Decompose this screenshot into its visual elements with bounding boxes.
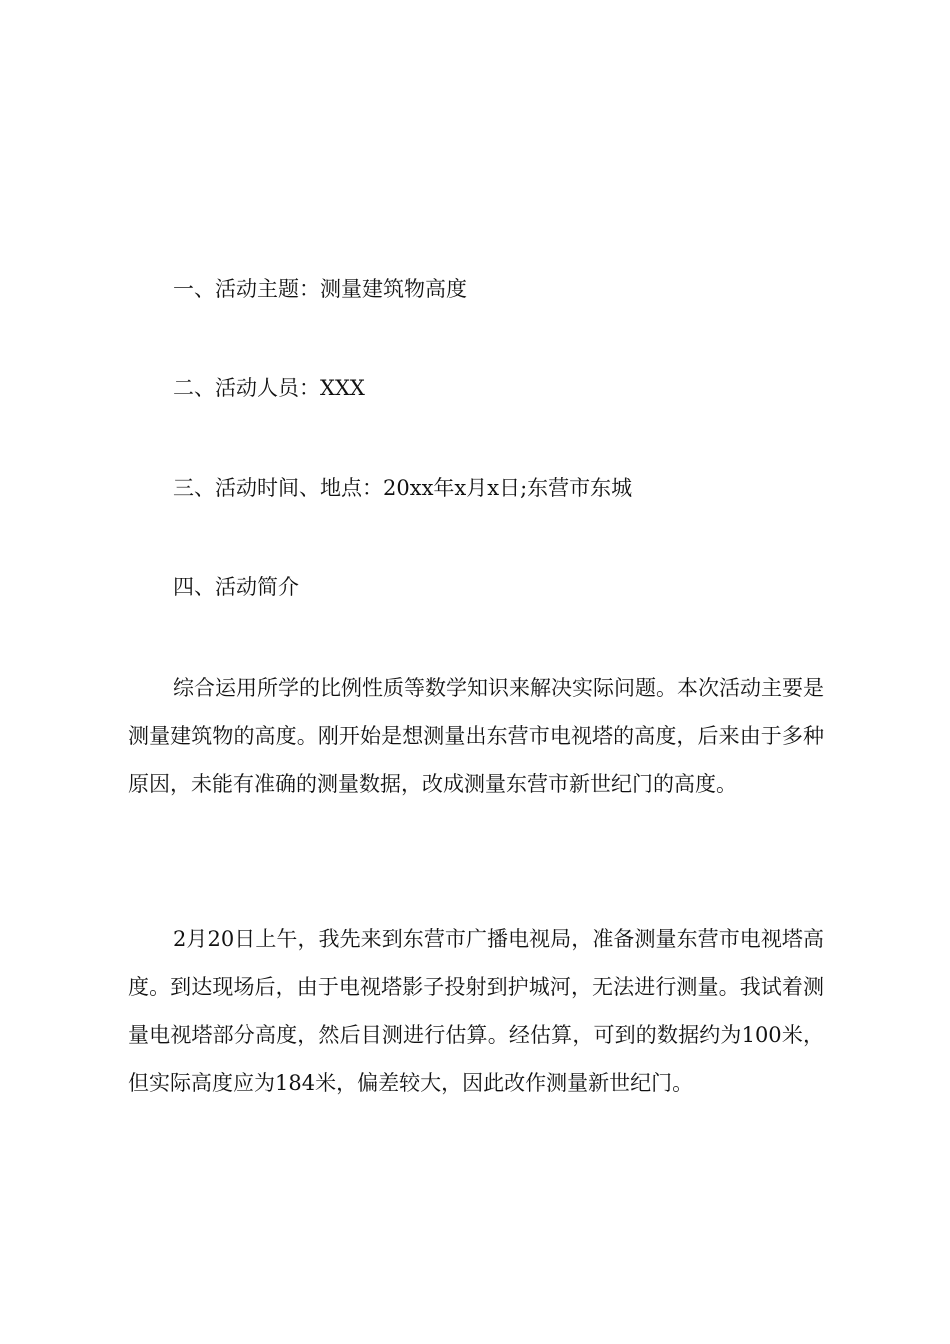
section-heading-introduction: 四、活动简介 — [173, 575, 299, 599]
section-heading-time-place: 三、活动时间、地点：20xx年x月x日;东营市东城 — [173, 476, 633, 500]
section-heading-theme: 一、活动主题：测量建筑物高度 — [173, 277, 467, 301]
narrative-paragraph: 2月20日上午，我先来到东营市广播电视局，准备测量东营市电视塔高度。到达现场后，由于电视塔影子投射到护城河，无法进行测量。我试着测量电视塔部分高度，然后目测进行估算。经估算，可到的数据约为100米，但实际高度应为184米，偏差较大，因此改作测量新世纪门。 — [128, 927, 824, 1095]
section-heading-members: 二、活动人员：XXX — [173, 376, 365, 400]
intro-paragraph: 综合运用所学的比例性质等数学知识来解决实际问题。本次活动主要是测量建筑物的高度。刚开始是想测量出东营市电视塔的高度，后来由于多种原因，未能有准确的测量数据，改成测量东营市新世纪门的高度。 — [128, 676, 824, 796]
